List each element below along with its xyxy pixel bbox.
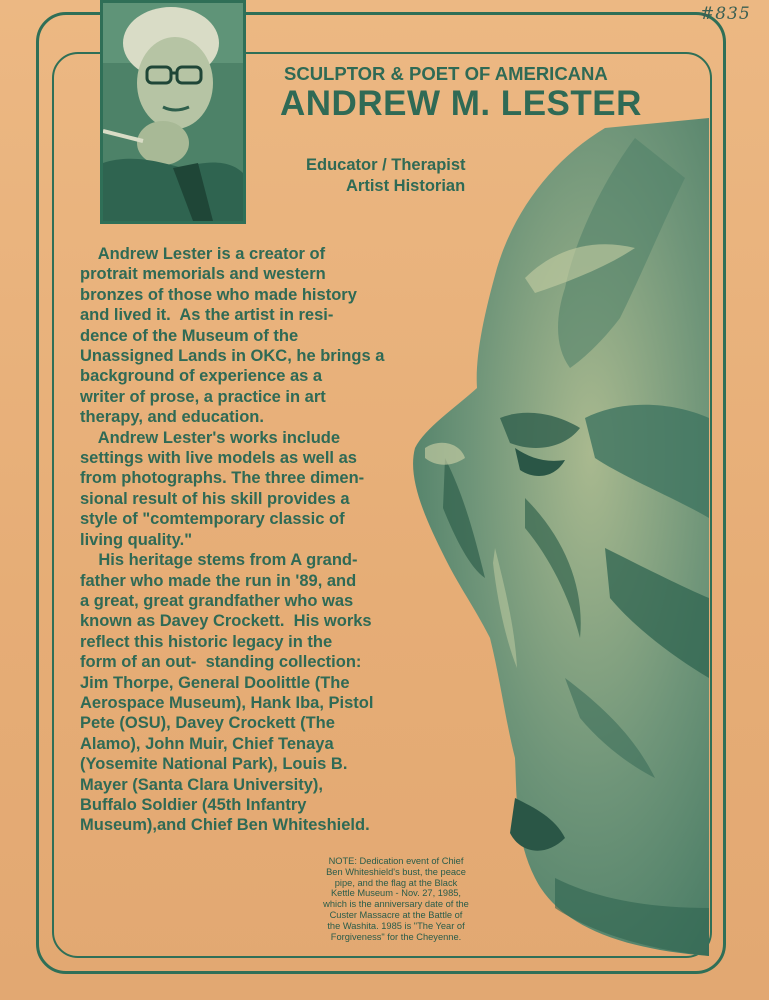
roles-block [306,155,466,197]
bust-sculpture-photo [405,118,709,956]
note-line: the Washita. 1985 is "The Year of [327,920,465,931]
bio-line: father who made the run in '89, and [80,571,357,590]
bio-line: a great, great grandfather who was [80,591,354,610]
bio-line: Pete (OSU), Davey Crockett (The [80,714,335,733]
note-line: which is the anniversary date of the [323,899,469,910]
bio-line: background of experience as a [80,367,323,386]
note-line: Kettle Museum - Nov. 27, 1985, [330,888,462,899]
bio-line: dence of the Museum of the [80,326,299,345]
note-line: Forgiveness" for the Cheyenne. [330,931,462,942]
bio-line: style of "comtemporary classic of [80,510,345,529]
note-line: Ben Whiteshield's bust, the peace [326,866,466,877]
bio-line: (Yosemite National Park), Louis B. [80,755,348,774]
bio-line: settings with live models as well as [80,449,357,468]
bio-line: Unassigned Lands in OKC, he brings a [80,347,385,366]
biography-text [80,244,420,836]
dedication-note [296,856,496,942]
bio-line: therapy, and education. [80,408,264,427]
bio-line: Jim Thorpe, General Doolittle (The [80,673,350,692]
roles-line-2: Artist Historian [346,177,466,195]
bio-line: Andrew Lester is a creator of [80,245,326,263]
bio-line: Andrew Lester's works include [80,428,341,447]
note-line: Custer Massacre at the Battle of [329,909,463,920]
bio-line: sional result of his skill provides a [80,489,350,508]
bio-line: known as Davey Crockett. His works [80,612,372,631]
page-title: ANDREW M. LESTER [280,84,642,123]
bio-line: living quality." [80,530,193,549]
bio-line: Mayer (Santa Clara University), [80,775,324,794]
note-line: pipe, and the flag at the Black [334,877,458,888]
bio-line: His heritage stems from A grand- [80,551,358,570]
bio-line: Alamo), John Muir, Chief Tenaya [80,734,334,753]
portrait-photo [100,0,246,224]
handwritten-catalog-number: #835 [700,4,751,24]
bio-line: and lived it. As the artist in resi- [80,306,334,325]
bio-line: Museum),and Chief Ben Whiteshield. [80,816,370,835]
bio-line: bronzes of those who made history [80,285,357,304]
bio-line: Aerospace Museum), Hank Iba, Pistol [80,693,374,712]
bust-sculpture-icon [405,118,709,956]
bio-line: protrait memorials and western [80,265,326,284]
bio-line: from photographs. The three dimen- [80,469,365,488]
note-line: NOTE: Dedication event of Chief [328,856,464,866]
bio-line: form of an out- standing collection: [80,653,362,672]
page-subtitle: SCULPTOR & POET OF AMERICANA [284,63,608,84]
roles-line-1: Educator / Therapist [306,156,466,174]
bio-line: writer of prose, a practice in art [80,387,326,406]
bio-line: reflect this historic legacy in the [80,632,333,651]
bio-line: Buffalo Soldier (45th Infantry [80,795,307,814]
portrait-man-icon [103,3,243,221]
